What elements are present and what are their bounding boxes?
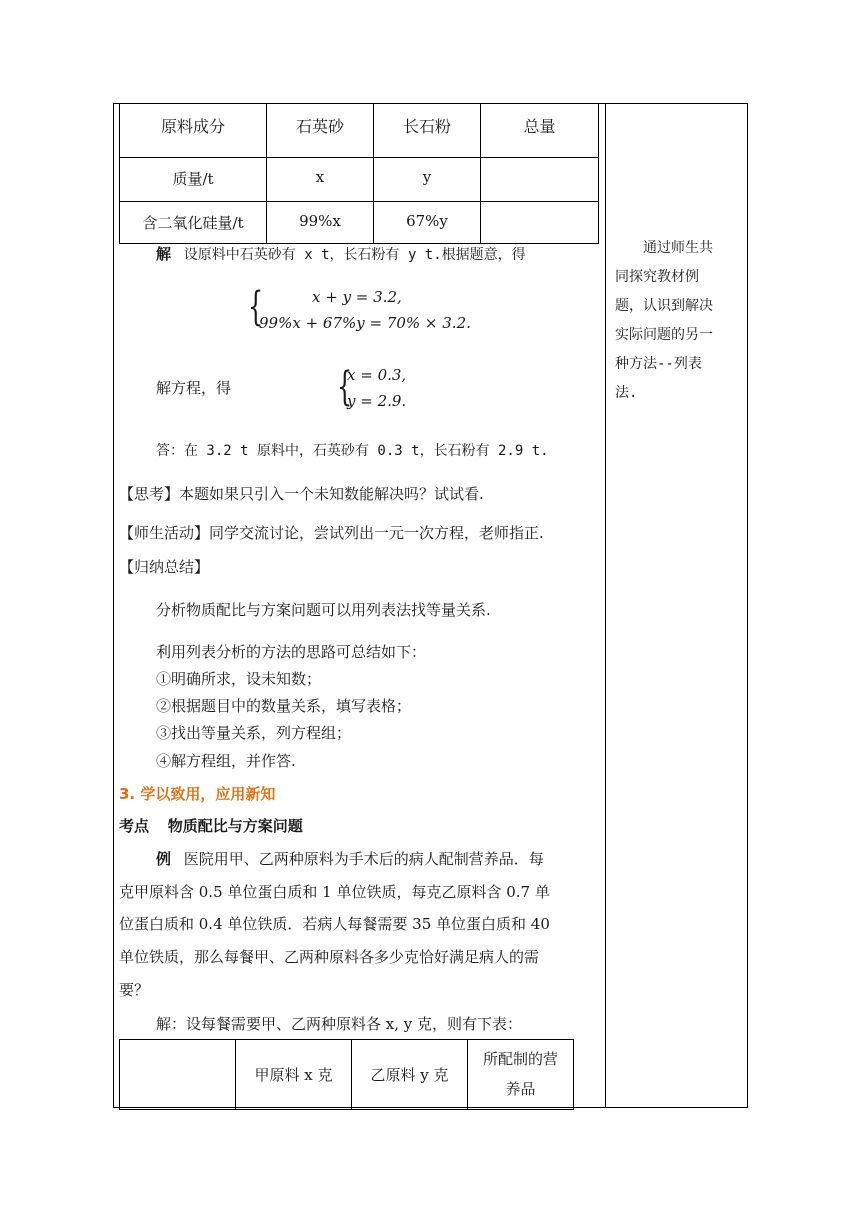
table-header-cell: 甲原料 x 克 xyxy=(236,1040,352,1110)
solution-label: 解 xyxy=(156,245,172,263)
equation-1: x + y = 3.2, xyxy=(312,288,402,306)
activity-text: 【师生活动】同学交流讨论，尝试列出一元一次方程，老师指正. xyxy=(119,524,544,542)
solution-1: x = 0.3, xyxy=(347,366,407,384)
example-line: 单位铁质，那么每餐甲、乙两种原料各多少克恰好满足病人的需 xyxy=(119,948,540,966)
table-row xyxy=(120,202,599,244)
side-note-line: 同探究教材例 xyxy=(615,269,699,285)
summary-step: ③找出等量关系，列方程组； xyxy=(156,724,352,742)
table-cell: 99%x xyxy=(267,202,374,244)
kaodian-label: 考点 xyxy=(119,817,150,835)
summary-title: 【归纳总结】 xyxy=(119,558,210,576)
table-cell xyxy=(481,158,599,202)
table-header-cell: 原料成分 xyxy=(120,104,267,158)
side-note-line: 通过师生共 xyxy=(643,240,713,256)
frame-column-divider xyxy=(605,103,606,1108)
table-header-cell xyxy=(120,1040,236,1110)
side-note xyxy=(615,234,743,408)
side-note-line: 种方法--列表 xyxy=(615,356,702,372)
side-note-line: 法. xyxy=(615,385,638,401)
summary-step: ②根据题目中的数量关系，填写表格； xyxy=(156,697,412,715)
solution-text: 设原料中石英砂有 x t，长石粉有 y t.根据题意，得 xyxy=(183,247,526,263)
kaodian-title: 物质配比与方案问题 xyxy=(167,817,303,835)
example-line: 克甲原料含 0.5 单位蛋白质和 1 单位铁质，每克乙原料含 0.7 单 xyxy=(119,883,550,901)
frame-right-border xyxy=(747,103,748,1108)
kaodian-heading xyxy=(119,815,303,836)
table-cell xyxy=(481,202,599,244)
solution-brace: { xyxy=(337,364,353,410)
table-cell: 质量/t xyxy=(120,158,267,202)
table-header-cell: 石英砂 xyxy=(267,104,374,158)
table-cell: 67%y xyxy=(374,202,481,244)
summary-step: ④解方程组，并作答. xyxy=(156,752,296,770)
summary-step: ①明确所求，设未知数； xyxy=(156,670,322,688)
table-header-line: 养品 xyxy=(505,1080,536,1098)
material-table xyxy=(119,103,599,244)
table-header-row xyxy=(120,1040,574,1110)
solution-intro xyxy=(156,243,526,264)
example-line: 要？ xyxy=(119,981,150,999)
nutrition-table xyxy=(119,1039,574,1110)
table-header-cell xyxy=(468,1040,574,1110)
table-header-cell: 长石粉 xyxy=(374,104,481,158)
example-line xyxy=(156,848,544,869)
solve-label: 解方程，得 xyxy=(156,379,232,397)
summary-line: 利用列表分析的方法的思路可总结如下： xyxy=(156,643,427,661)
answer-text: 答：在 3.2 t 原料中，石英砂有 0.3 t，长石粉有 2.9 t. xyxy=(156,443,549,459)
side-note-line: 实际问题的另一 xyxy=(615,327,713,343)
think-text: 【思考】本题如果只引入一个未知数能解决吗？试试看. xyxy=(119,485,484,503)
table-header-row xyxy=(120,104,599,158)
table-header-cell: 乙原料 y 克 xyxy=(352,1040,468,1110)
table-cell: y xyxy=(374,158,481,202)
summary-line: 分析物质配比与方案问题可以用列表法找等量关系. xyxy=(156,601,491,619)
table-row xyxy=(120,158,599,202)
table-header-cell: 总量 xyxy=(481,104,599,158)
example-solution: 解：设每餐需要甲、乙两种原料各 x, y 克，则有下表： xyxy=(156,1015,523,1033)
example-label: 例 xyxy=(156,850,172,868)
solution-2: y = 2.9. xyxy=(347,392,407,410)
table-header-line: 所配制的营 xyxy=(482,1050,558,1068)
equation-2: 99%x + 67%y = 70% × 3.2. xyxy=(259,314,471,332)
equation-brace: { xyxy=(248,284,264,330)
table-cell: x xyxy=(267,158,374,202)
side-note-line: 题，认识到解决 xyxy=(615,298,713,314)
example-text: 医院用甲、乙两种原料为手术后的病人配制营养品．每 xyxy=(183,850,544,868)
table-cell: 含二氧化硅量/t xyxy=(120,202,267,244)
frame-left-border xyxy=(113,103,114,1108)
section-heading: 3. 学以致用，应用新知 xyxy=(119,785,276,803)
example-line: 位蛋白质和 0.4 单位铁质．若病人每餐需要 35 单位蛋白质和 40 xyxy=(119,915,550,933)
